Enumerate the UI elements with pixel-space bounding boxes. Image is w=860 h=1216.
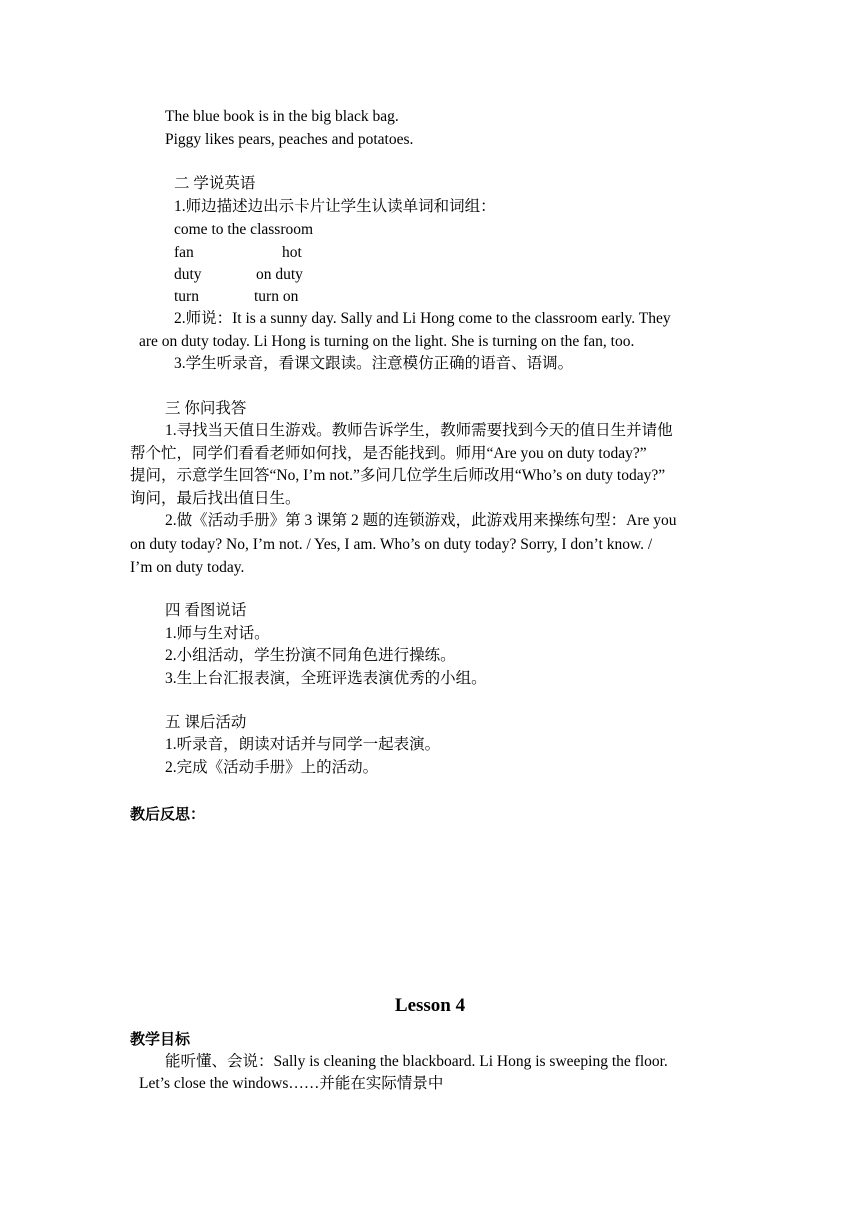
section-4-heading: 四 看图说话 xyxy=(165,602,247,619)
section-4-item-1: 1.师与生对话。 xyxy=(165,625,270,642)
intro-line-1: The blue book is in the big black bag. xyxy=(165,108,399,125)
section-3-p2-line-1: 2.做《活动手册》第 3 课第 2 题的连锁游戏，此游戏用来操练句型：Are you xyxy=(165,512,677,529)
section-2-step-3: 3.学生听录音，看课文跟读。注意模仿正确的语音、语调。 xyxy=(174,355,574,372)
section-5-heading: 五 课后活动 xyxy=(165,714,247,731)
section-3-p1-line-1: 1.寻找当天值日生游戏。教师告诉学生，教师需要找到今天的值日生并请他 xyxy=(165,422,673,439)
section-4-item-3: 3.生上台汇报表演，全班评选表演优秀的小组。 xyxy=(165,670,487,687)
section-2-heading: 二 学说英语 xyxy=(174,175,256,192)
lesson-title: Lesson 4 xyxy=(394,995,466,1016)
word: on duty xyxy=(256,266,303,283)
phrase-come-to-classroom: come to the classroom xyxy=(174,221,314,238)
goal-heading: 教学目标 xyxy=(130,1030,191,1048)
goal-line-1: 能听懂、会说：Sally is cleaning the blackboard. Li Hong is sweeping the floor. xyxy=(165,1053,668,1070)
section-3-p2-line-2: on duty today? No, I’m not. / Yes, I am. Who’s on duty today? Sorry, I don’t know. / xyxy=(130,536,653,553)
word: duty xyxy=(174,266,202,283)
word: hot xyxy=(282,244,302,261)
section-5-item-2: 2.完成《活动手册》上的活动。 xyxy=(165,759,379,776)
word: fan xyxy=(174,244,194,261)
section-2-step-2-line-1: 2.师说：It is a sunny day. Sally and Li Hong come to the classroom early. They xyxy=(174,310,671,327)
section-3-heading: 三 你问我答 xyxy=(165,400,247,417)
goal-line-2: Let’s close the windows……并能在实际情景中 xyxy=(139,1075,444,1092)
section-3-p1-line-4: 询问，最后找出值日生。 xyxy=(130,490,301,507)
section-5-item-1: 1.听录音，朗读对话并与同学一起表演。 xyxy=(165,736,441,753)
section-3-p2-line-3: I’m on duty today. xyxy=(130,559,245,576)
section-3-p1-line-2: 帮个忙，同学们看看老师如何找，是否能找到。师用“Are you on duty today?” xyxy=(130,445,647,462)
section-2-step-2-line-2: are on duty today. Li Hong is turning on the light. She is turning on the fan, too. xyxy=(139,333,635,350)
word: turn xyxy=(174,288,199,305)
section-4-item-2: 2.小组活动，学生扮演不同角色进行操练。 xyxy=(165,647,456,664)
word: turn on xyxy=(254,288,299,305)
section-3-p1-line-3: 提问，示意学生回答“No, I’m not.”多问几位学生后师改用“Who’s on duty today?” xyxy=(130,467,666,484)
section-2-step-1: 1.师边描述边出示卡片让学生认读单词和词组： xyxy=(174,198,496,215)
intro-line-2: Piggy likes pears, peaches and potatoes. xyxy=(165,131,414,148)
reflection-heading: 教后反思： xyxy=(130,805,206,823)
